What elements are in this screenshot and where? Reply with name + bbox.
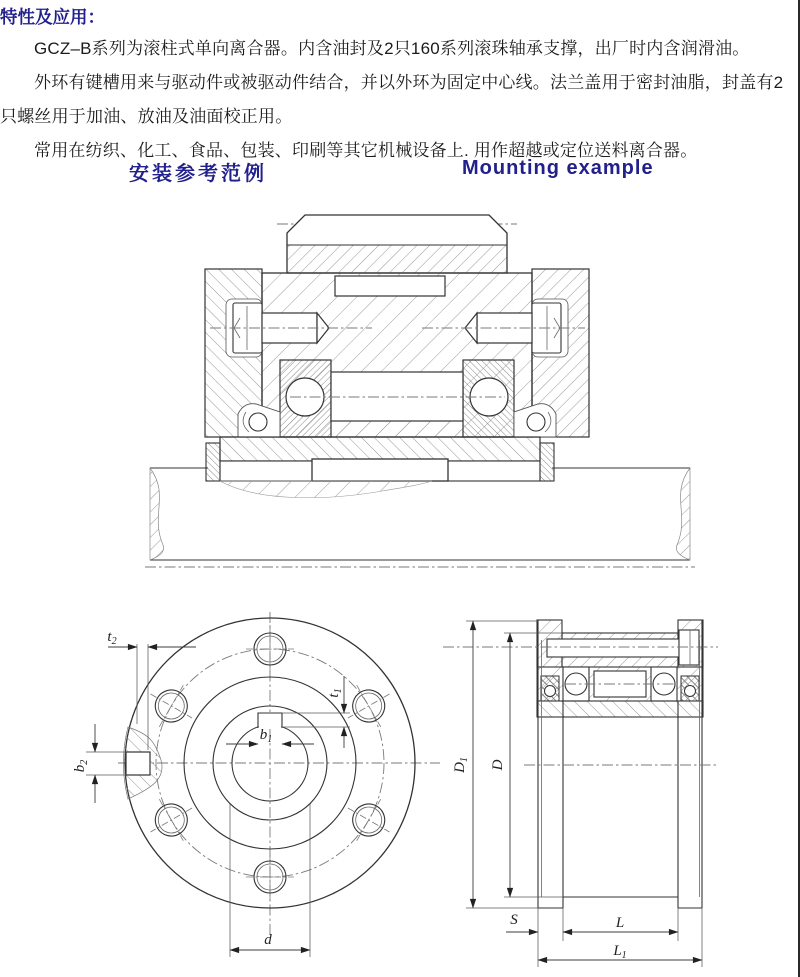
dim-label-S: S: [510, 912, 518, 928]
side-view-drawing: [440, 600, 770, 977]
heading-mounting-example-en: Mounting example: [462, 157, 654, 179]
intro-paragraph-2: 外环有键槽用来与驱动件或被驱动件结合，并以外环为固定中心线。法兰盖用于密封油脂，封盖有2只螺丝用于加油、放油及油面校正用。: [0, 73, 784, 126]
dim-label-L1: $L_1$: [613, 943, 627, 961]
dim-label-t-bore: $t_1$: [326, 688, 344, 698]
heading-installation-example-zh: 安装参考范例: [129, 163, 267, 185]
intro-section: [0, 2, 797, 168]
front-view-drawing: [60, 600, 450, 977]
dim-label-d: d: [264, 932, 272, 948]
intro-paragraph-3: 常用在纺织、化工、食品、包装、印刷等其它机械设备上. 用作超越或定位送料离合器。: [34, 141, 698, 160]
intro-paragraph-1: GCZ–B系列为滚柱式单向离合器。内含油封及2只160系列滚珠轴承支撑，出厂时内含润滑油。: [34, 39, 750, 58]
dim-label-L: L: [615, 915, 625, 931]
dim-label-b-bore: $b_1$: [259, 727, 273, 745]
dim-label-D: D: [490, 759, 506, 771]
dim-label-D1: $D_1$: [452, 757, 470, 773]
mounting-example-drawing: [140, 203, 700, 595]
intro-title: 特性及应用：: [0, 7, 105, 27]
dim-label-b-outer: $b_2$: [72, 759, 90, 773]
dim-label-t-outer: $t_2$: [107, 629, 117, 647]
